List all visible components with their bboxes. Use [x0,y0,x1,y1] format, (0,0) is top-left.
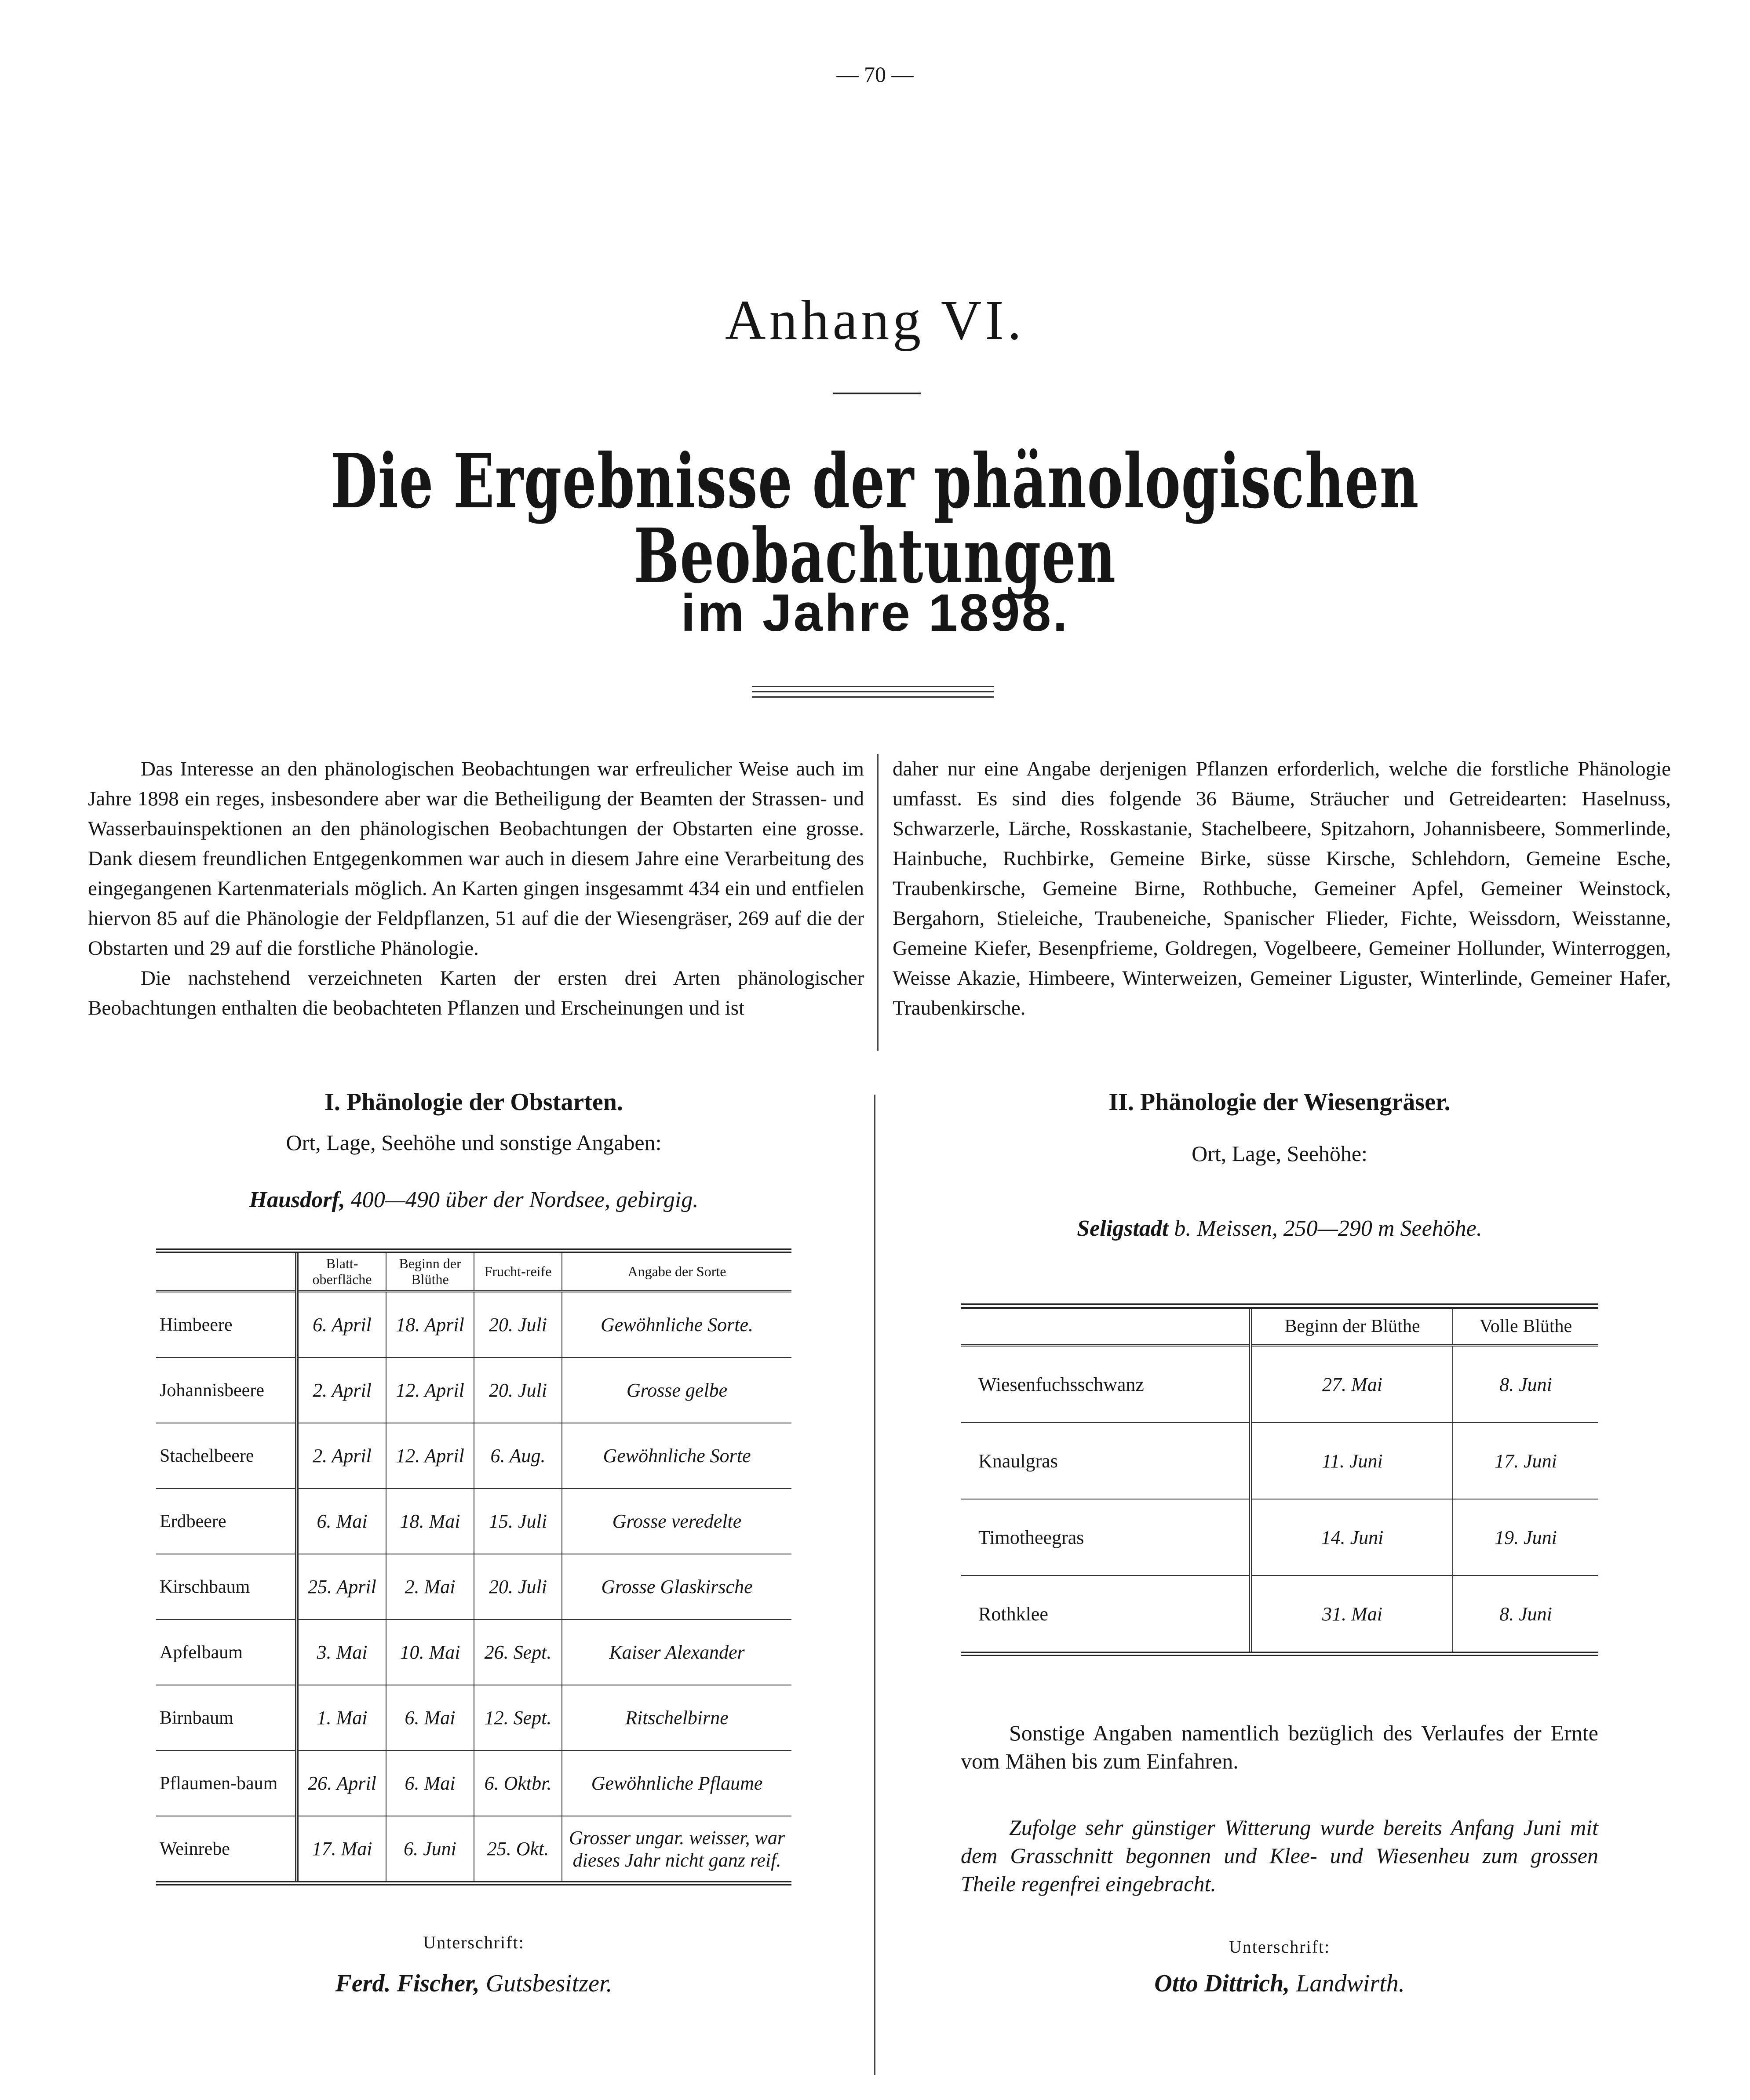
bluethe-date: 6. Mai [386,1685,474,1751]
section2-signer-name: Otto Dittrich, [1154,1970,1290,1997]
table-row [156,1489,791,1554]
blatt-date: 1. Mai [297,1685,386,1751]
section1-signer-role: Gutsbesitzer. [479,1970,612,1997]
bluethe-date: 10. Mai [386,1620,474,1685]
table-row [156,1620,791,1685]
table-row [156,1816,791,1883]
plant-name: Apfelbaum [156,1620,297,1685]
plant-name: Rothklee [961,1576,1251,1654]
appendix-label: Anhang VI. [725,289,1025,351]
bluethe-date: 6. Juni [386,1816,474,1883]
table-row [156,1751,791,1816]
frucht-date: 25. Okt. [474,1816,562,1883]
table-row [961,1576,1598,1654]
section1-location-name: Hausdorf, [249,1187,345,1212]
beginn-date: 11. Juni [1251,1423,1453,1499]
table-row [156,1358,791,1423]
header-plant [961,1306,1251,1345]
header-bluethe: Beginn der Blüthe [386,1251,474,1291]
grass-phenology-table [961,1303,1598,1656]
page-number: — 70 — [836,62,914,87]
frucht-date: 6. Oktbr. [474,1751,562,1816]
table-header-row [961,1306,1598,1345]
section2-location-detail: b. Meissen, 250—290 m Seehöhe. [1168,1216,1482,1241]
bluethe-date: 12. April [386,1423,474,1489]
bluethe-date: 18. April [386,1291,474,1358]
header-beginn: Beginn der Blüthe [1251,1306,1453,1345]
divider-short [833,393,921,394]
header-sorte: Angabe der Sorte [562,1251,791,1291]
divider-triple-2 [752,691,994,692]
voll-date: 8. Juni [1453,1345,1598,1423]
plant-name: Birnbaum [156,1685,297,1751]
divider-triple-1 [752,686,994,687]
intro-paragraph-2: Die nachstehend verzeichneten Karten der ersten drei Arten phänologischer Beobachtungen enthalten die beobachteten Pflanzen und Erscheinungen und ist [88,967,864,1019]
section2-location-name: Seligstadt [1077,1216,1169,1241]
section2-subheading: Ort, Lage, Seehöhe: [1192,1141,1367,1166]
plant-name: Pflaumen-baum [156,1751,297,1816]
table-row [156,1291,791,1358]
blatt-date: 26. April [297,1751,386,1816]
voll-date: 17. Juni [1453,1423,1598,1499]
sorte-name: Kaiser Alexander [562,1620,791,1685]
section1-signature [156,1969,791,1998]
intro-paragraph-3: daher nur eine Angabe derjenigen Pflanzen erforderlich, welche die forstliche Phänologie umfasst. Es sind dies folgende 36 Bäume, Sträucher und Getreidearten: Haselnuss, Schwarzerle, Lärche, Rosskastanie, Stachelbeere, Spitzahorn, Johannisbeere, Sommerlinde, Hainbuche, Ruchbirke, Gemeine Birke, süsse Kirsche, Schlehdorn, Gemeine Esche, Traubenkirsche, Gemeine Birne, Rothbuche, Gemeiner Apfel, Gemeiner Weinstock, Bergahorn, Stieleiche, Traubeneiche, Spanischer Flieder, Fichte, Weissdorn, Weisstanne, Gemeine Kiefer, Besenpfrieme, Goldregen, Vogelbeere, Gemeiner Hollunder, Winterroggen, Weisse Akazie, Himbeere, Winterweizen, Gemeiner Liguster, Winterlinde, Gemeiner Hafer, Traubenkirsche. [893,757,1671,1019]
bluethe-date: 12. April [386,1358,474,1423]
plant-name: Kirschbaum [156,1554,297,1620]
section1-signer-name: Ferd. Fischer, [335,1970,480,1997]
section2-signer-role: Landwirth. [1290,1970,1405,1997]
blatt-date: 3. Mai [297,1620,386,1685]
blatt-date: 17. Mai [297,1816,386,1883]
frucht-date: 6. Aug. [474,1423,562,1489]
sorte-name: Grosse gelbe [562,1358,791,1423]
section2-signature-label: Unterschrift: [1229,1937,1331,1957]
column-divider-bottom [874,1095,875,2075]
section1-subheading: Ort, Lage, Seehöhe und sonstige Angaben: [286,1130,662,1155]
plant-name: Weinrebe [156,1816,297,1883]
intro-left-column [88,754,864,1023]
blatt-date: 6. April [297,1291,386,1358]
frucht-date: 20. Juli [474,1358,562,1423]
table-row [156,1423,791,1489]
table-row [156,1554,791,1620]
plant-name: Erdbeere [156,1489,297,1554]
page-title: Die Ergebnisse der phänologischen Beobachtungen [331,437,1419,600]
bluethe-date: 6. Mai [386,1751,474,1816]
intro-right-column [893,754,1671,1023]
plant-name: Timotheegras [961,1499,1251,1576]
blatt-date: 2. April [297,1423,386,1489]
plant-name: Knaulgras [961,1423,1251,1499]
beginn-date: 31. Mai [1251,1576,1453,1654]
header-blatt: Blatt-oberfläche [297,1251,386,1291]
plant-name: Stachelbeere [156,1423,297,1489]
divider-triple-3 [752,696,994,698]
section1-signature-label: Unterschrift: [423,1933,525,1952]
table-row [961,1423,1598,1499]
blatt-date: 2. April [297,1358,386,1423]
frucht-date: 15. Juli [474,1489,562,1554]
section2-signature [961,1969,1598,1998]
sorte-name: Ritschelbirne [562,1685,791,1751]
sorte-name: Grosser ungar. weisser, war dieses Jahr nicht ganz reif. [562,1816,791,1883]
section1-heading: I. Phänologie der Obstarten. [324,1088,623,1116]
column-divider-top [877,754,879,1051]
frucht-date: 20. Juli [474,1291,562,1358]
section2-note-label [961,1719,1598,1775]
sorte-name: Gewöhnliche Sorte [562,1423,791,1489]
table-row [961,1345,1598,1423]
sorte-name: Grosse Glaskirsche [562,1554,791,1620]
table-row [156,1685,791,1751]
header-voll: Volle Blüthe [1453,1306,1598,1345]
intro-paragraph-1: Das Interesse an den phänologischen Beobachtungen war erfreulicher Weise auch im Jahre 1898 ein reges, insbesondere aber war die Betheiligung der Beamten der Strassen- und Wasserbauinspektionen an den phänologischen Beobachtungen der Obstarten eine grosse. Dank diesem freundlichen Entgegenkommen war auch in diesem Jahre eine Verarbeitung des eingegangenen Kartenmaterials möglich. An Karten gingen insgesammt 434 ein und entfielen hiervon 85 auf die Phänologie der Feldpflanzen, 51 auf die der Wiesengräser, 269 auf die der Obstarten und 29 auf die forstliche Phänologie. [88,757,864,960]
section1-location [156,1187,791,1213]
fruit-phenology-table [156,1248,791,1885]
frucht-date: 12. Sept. [474,1685,562,1751]
header-frucht: Frucht-reife [474,1251,562,1291]
section2-note-question: Sonstige Angaben namentlich bezüglich des Verlaufes der Ernte vom Mähen bis zum Einfahren. [961,1721,1598,1773]
section2-note-answer: Zufolge sehr günstiger Witterung wurde bereits Anfang Juni mit dem Grasschnitt begonnen und Klee- und Wiesenheu zum grossen Theile regenfrei eingebracht. [961,1815,1598,1896]
plant-name: Johannisbeere [156,1358,297,1423]
plant-name: Himbeere [156,1291,297,1358]
voll-date: 8. Juni [1453,1576,1598,1654]
bluethe-date: 2. Mai [386,1554,474,1620]
beginn-date: 14. Juni [1251,1499,1453,1576]
bluethe-date: 18. Mai [386,1489,474,1554]
sorte-name: Gewöhnliche Sorte. [562,1291,791,1358]
section1-location-detail: 400—490 über der Nordsee, gebirgig. [345,1187,699,1212]
section2-location [961,1216,1598,1241]
table-row [961,1499,1598,1576]
section2-heading: II. Phänologie der Wiesengräser. [1108,1088,1451,1116]
beginn-date: 27. Mai [1251,1345,1453,1423]
frucht-date: 26. Sept. [474,1620,562,1685]
blatt-date: 6. Mai [297,1489,386,1554]
section2-note-answer-block [961,1813,1598,1898]
sorte-name: Grosse veredelte [562,1489,791,1554]
frucht-date: 20. Juli [474,1554,562,1620]
voll-date: 19. Juni [1453,1499,1598,1576]
page-subtitle: im Jahre 1898. [681,583,1069,642]
blatt-date: 25. April [297,1554,386,1620]
plant-name: Wiesenfuchsschwanz [961,1345,1251,1423]
table-header-row [156,1251,791,1291]
sorte-name: Gewöhnliche Pflaume [562,1751,791,1816]
header-plant [156,1251,297,1291]
